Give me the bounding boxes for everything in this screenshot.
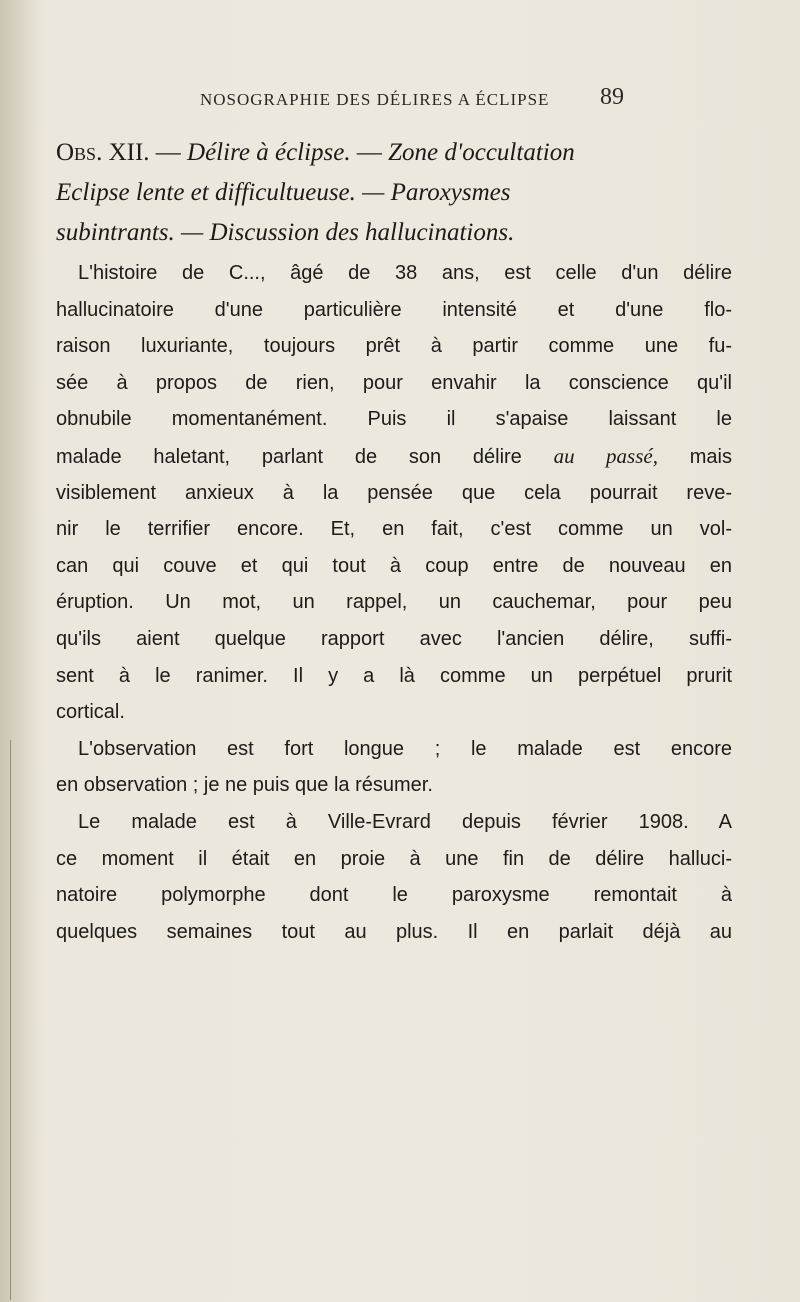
page-edge-shadow	[0, 0, 40, 1302]
text-line: éruption. Un mot, un rappel, un cauchemar, pour peu	[56, 591, 732, 614]
text-line: L'histoire de C..., âgé de 38 ans, est celle d'un délire	[78, 262, 732, 284]
text-line: obnubile momentanément. Puis il s'apaise laissant le	[56, 408, 732, 431]
text-line: cortical.	[56, 701, 125, 724]
body-text	[56, 255, 732, 950]
text-line: L'observation est fort longue ; le malade est encore	[78, 737, 732, 760]
text-line: malade haletant, parlant de son délire au passé, mais	[56, 443, 732, 468]
heading-line-3: subintrants. — Discussion des hallucinations.	[56, 219, 515, 246]
text-line: ce moment il était en proie à une fin de délire halluci-	[56, 847, 732, 870]
observation-title: Délire à éclipse.	[187, 139, 351, 166]
observation-label: Obs. XII.	[56, 139, 150, 166]
text-line: Le malade est à Ville-Evrard depuis février 1908. A	[78, 810, 732, 833]
text-line: visiblement anxieux à la pensée que cela pourrait reve-	[56, 481, 732, 504]
running-title: NOSOGRAPHIE DES DÉLIRES A ÉCLIPSE	[200, 90, 550, 109]
heading-line-2: Eclipse lente et difficultueuse. — Paroxysmes	[56, 179, 511, 206]
text-line: nir le terrifier encore. Et, en fait, c'est comme un vol-	[56, 518, 732, 541]
text-line: hallucinatoire d'une particulière intensité et d'une flo-	[56, 298, 732, 321]
text-line: quelques semaines tout au plus. Il en parlait déjà au	[56, 920, 732, 943]
observation-heading	[56, 133, 756, 253]
text-line: qu'ils aient quelque rapport avec l'ancien délire, suffi-	[56, 627, 732, 650]
page-fold-line	[10, 740, 11, 1300]
observation-subtitle-1: Zone d'occultation	[388, 139, 575, 166]
text-line: sent à le ranimer. Il y a là comme un perpétuel prurit	[56, 664, 732, 687]
heading-line-1: Obs. XII. — Délire à éclipse. — Zone d'occultation	[56, 139, 575, 166]
text-line: sée à propos de rien, pour envahir la conscience qu'il	[56, 371, 732, 394]
page-number: 89	[600, 84, 624, 110]
text-line: can qui couve et qui tout à coup entre de nouveau en	[56, 554, 732, 577]
text-line: raison luxuriante, toujours prêt à partir comme une fu-	[56, 335, 732, 358]
text-line: en observation ; je ne puis que la résumer.	[56, 774, 433, 797]
italic-phrase: au passé,	[553, 443, 658, 468]
text-line: natoire polymorphe dont le paroxysme remontait à	[56, 884, 732, 907]
